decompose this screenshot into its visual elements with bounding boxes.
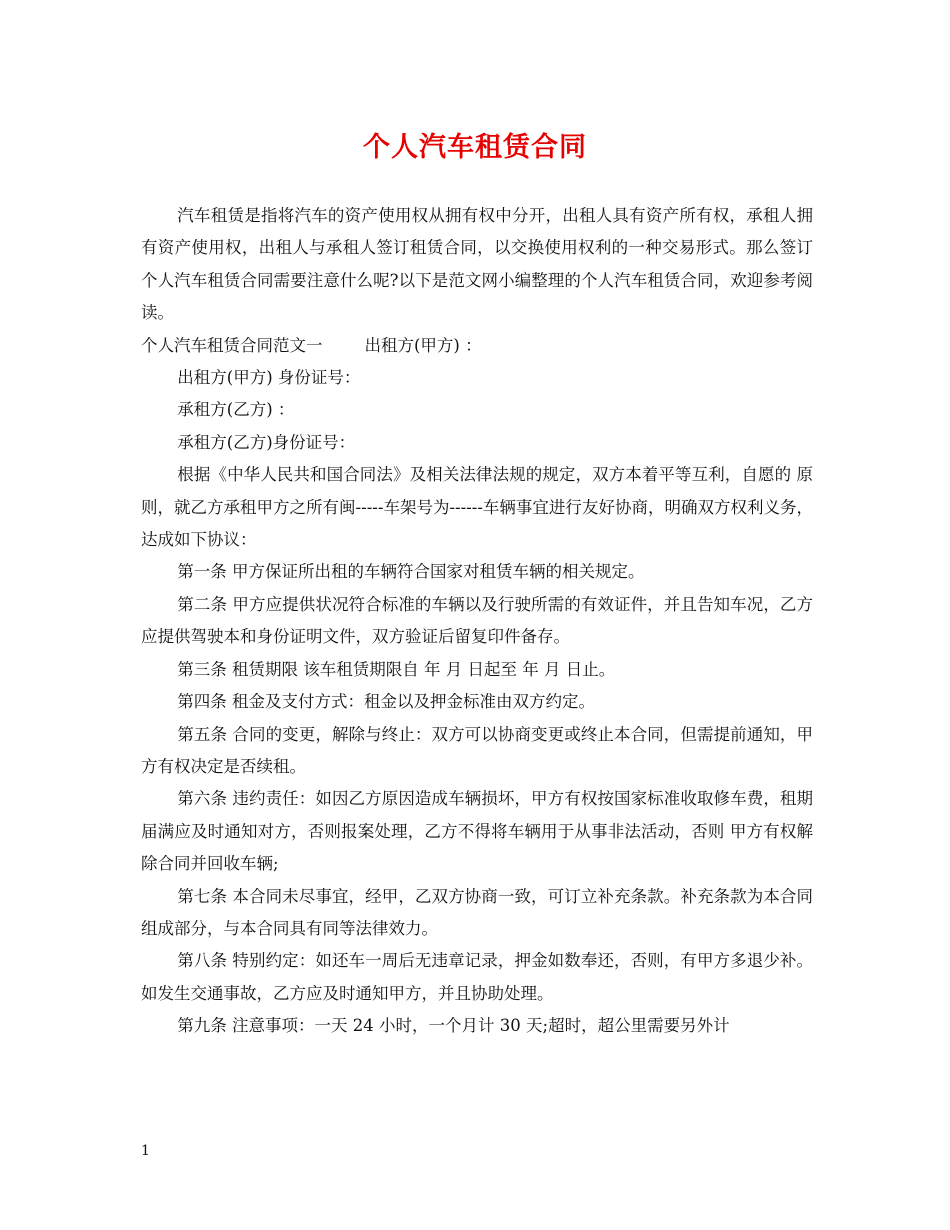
article-2: 第二条 甲方应提供状况符合标准的车辆以及行驶所需的有效证件，并且告知车况，乙方 应提供驾驶本和身份证明文件，双方验证后留复印件备存。	[141, 594, 813, 647]
page-number: 1	[141, 1143, 150, 1159]
article-7: 第七条 本合同未尽事宜，经甲，乙双方协商一致，可订立补充条款。补充条款为本合同 组成部分，与本合同具有同等法律效力。	[141, 886, 813, 938]
lessee-id-line: 承租方(乙方)身份证号：	[177, 432, 356, 452]
article-8: 第八条 特别约定：如还车一周后无违章记录，押金如数奉还，否则，有甲方多退少补。 如发生交通事故，乙方应及时通知甲方，并且协助处理。	[141, 951, 813, 1003]
lessee-line: 承租方(乙方) ：	[177, 400, 295, 420]
intro-paragraph: 汽车租赁是指将汽车的资产使用权从拥有权中分开，出租人具有资产所有权，承租人拥有资产使用权，出租人与承租人签订租赁合同，以交换使用权利的一种交易形式。那么签订个人汽车租赁合同需要注意什么呢?以下是范文网小编整理的个人汽车租赁合同，欢迎参考阅读。	[141, 206, 813, 323]
article-5: 第五条 合同的变更，解除与终止：双方可以协商变更或终止本合同，但需提前通知，甲 方有权决定是否续租。	[141, 724, 813, 776]
article-1: 第一条 甲方保证所出租的车辆符合国家对租赁车辆的相关规定。	[177, 562, 645, 582]
document-title: 个人汽车租赁合同	[363, 132, 587, 163]
article-6: 第六条 违约责任：如因乙方原因造成车辆损坏，甲方有权按国家标准收取修车费，租期 届满应及时通知对方，否则报案处理，乙方不得将车辆用于从事非法活动，否则 甲方有权解除合同并回收车辆;	[141, 789, 813, 874]
article-4: 第四条 租金及支付方式：租金以及押金标准由双方约定。	[177, 692, 596, 712]
article-3: 第三条 租赁期限 该车租赁期限自 年 月 日起至 年 月 日止。	[177, 659, 616, 679]
contract-heading-line: 个人汽车租赁合同范文一 出租方(甲方) ：	[141, 335, 482, 355]
article-9: 第九条 注意事项：一天 24 小时，一个月计 30 天;超时，超公里需要另外计	[177, 1016, 730, 1036]
document-body	[141, 200, 813, 1043]
preamble-paragraph: 根据《中华人民共和国合同法》及相关法律法规的规定，双方本着平等互利，自愿的 原则，就乙方承租甲方之所有闽-----车架号为------车辆事宜进行友好协商，明确双方权利义务，达成如下协议：	[141, 465, 813, 550]
lessor-id-line: 出租方(甲方) 身份证号：	[177, 368, 361, 388]
